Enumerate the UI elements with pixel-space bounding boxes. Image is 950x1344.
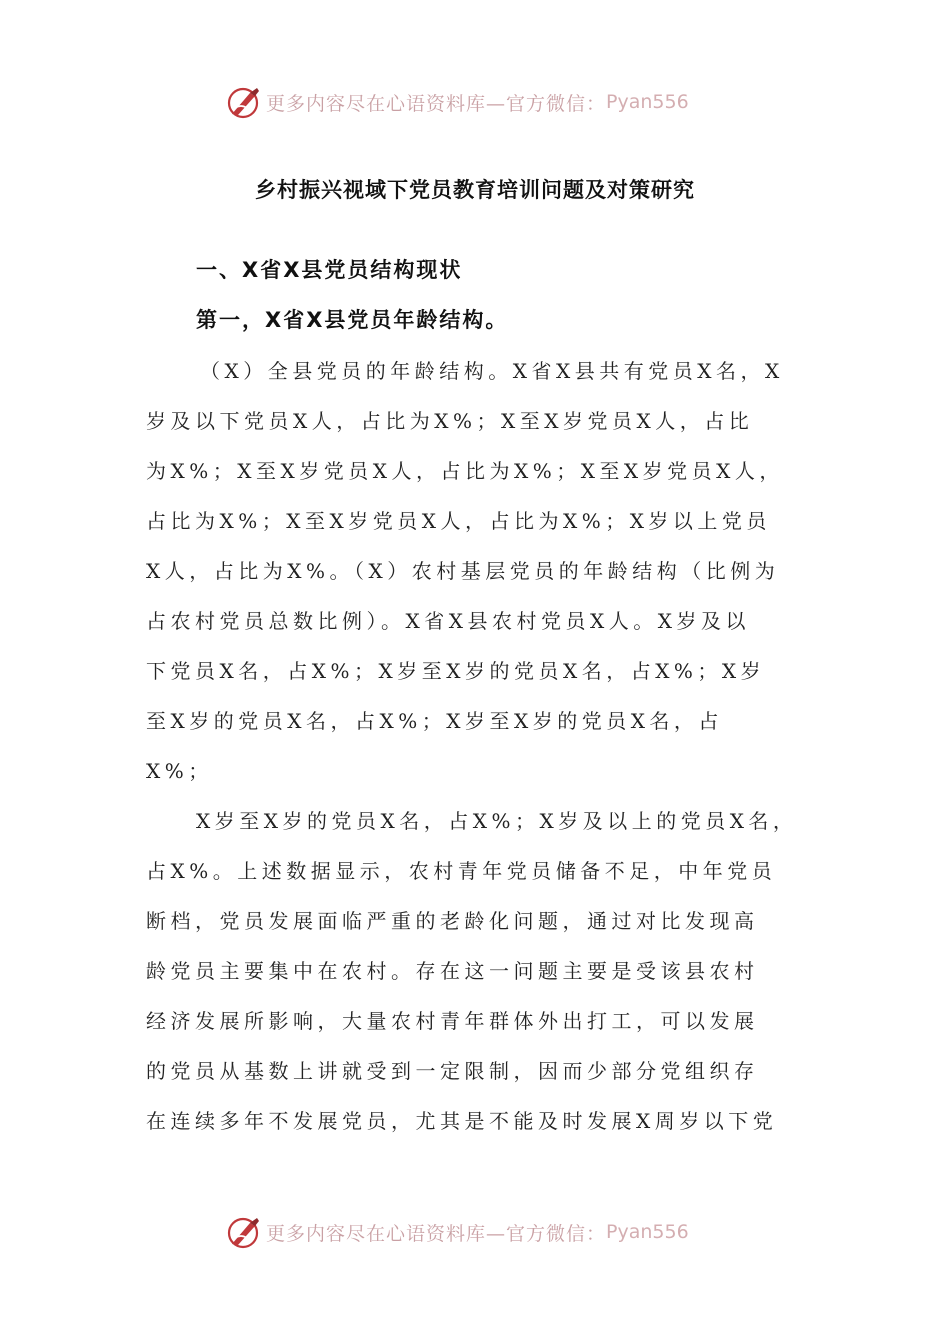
watermark-wechat-id: Pyan556 xyxy=(606,91,689,113)
paragraph-line: 断档，党员发展面临严重的老龄化问题，通过对比发现高 xyxy=(146,909,759,933)
paragraph-1 xyxy=(146,346,816,796)
paragraph-line: 的党员从基数上讲就受到一定限制，因而少部分党组织存 xyxy=(146,1059,759,1083)
watermark-banner-top xyxy=(226,82,746,122)
paragraph-line: 在连续多年不发展党员，尤其是不能及时发展X周岁以下党 xyxy=(146,1109,778,1133)
paragraph-line: 龄党员主要集中在农村。存在这一问题主要是受该县农村 xyxy=(146,959,759,983)
watermark-wechat-id: Pyan556 xyxy=(606,1221,689,1243)
paragraph-line: （X）全县党员的年龄结构。X省X县共有党员X名，X xyxy=(200,359,784,383)
paragraph-line: 占比为X%；X至X岁党员X人，占比为X%；X岁以上党员 xyxy=(146,509,771,533)
section-heading: 一、X省X县党员结构现状 xyxy=(196,258,463,282)
paragraph-line: 占农村党员总数比例）。X省X县农村党员X人。X岁及以 xyxy=(146,609,750,633)
paragraph-line: 经济发展所影响，大量农村青年群体外出打工，可以发展 xyxy=(146,1009,759,1033)
paragraph-line: 为X%；X至X岁党员X人，占比为X%；X至X岁党员X人， xyxy=(146,459,784,483)
document-title: 乡村振兴视域下党员教育培训问题及对策研究 xyxy=(255,178,695,202)
paragraph-line: 下党员X名，占X%；X岁至X岁的党员X名，占X%；X岁 xyxy=(146,659,766,683)
pen-logo-icon xyxy=(226,84,262,120)
paragraph-line: X人，占比为X%。（X）农村基层党员的年龄结构（比例为 xyxy=(146,559,780,583)
paragraph-line: X%； xyxy=(146,759,213,783)
subsection-heading: 第一，X省X县党员年龄结构。 xyxy=(196,308,509,332)
paragraph-line: 至X岁的党员X名，占X%；X岁至X岁的党员X名，占 xyxy=(146,709,723,733)
paragraph-line: 岁及以下党员X人，占比为X%；X至X岁党员X人，占比 xyxy=(146,409,754,433)
paragraph-line: X岁至X岁的党员X名，占X%；X岁及以上的党员X名， xyxy=(196,809,798,833)
watermark-brand-text: 更多内容尽在心语资料库— xyxy=(266,92,507,115)
watermark-brand-text: 更多内容尽在心语资料库— xyxy=(266,1222,507,1245)
paragraph-2 xyxy=(146,796,816,1146)
pen-logo-icon xyxy=(226,1214,262,1250)
paragraph-line: 占X%。上述数据显示，农村青年党员储备不足，中年党员 xyxy=(146,859,777,883)
watermark-banner-bottom xyxy=(226,1212,746,1252)
watermark-wechat-label: 官方微信： xyxy=(506,1222,607,1245)
watermark-wechat-label: 官方微信： xyxy=(506,92,607,115)
